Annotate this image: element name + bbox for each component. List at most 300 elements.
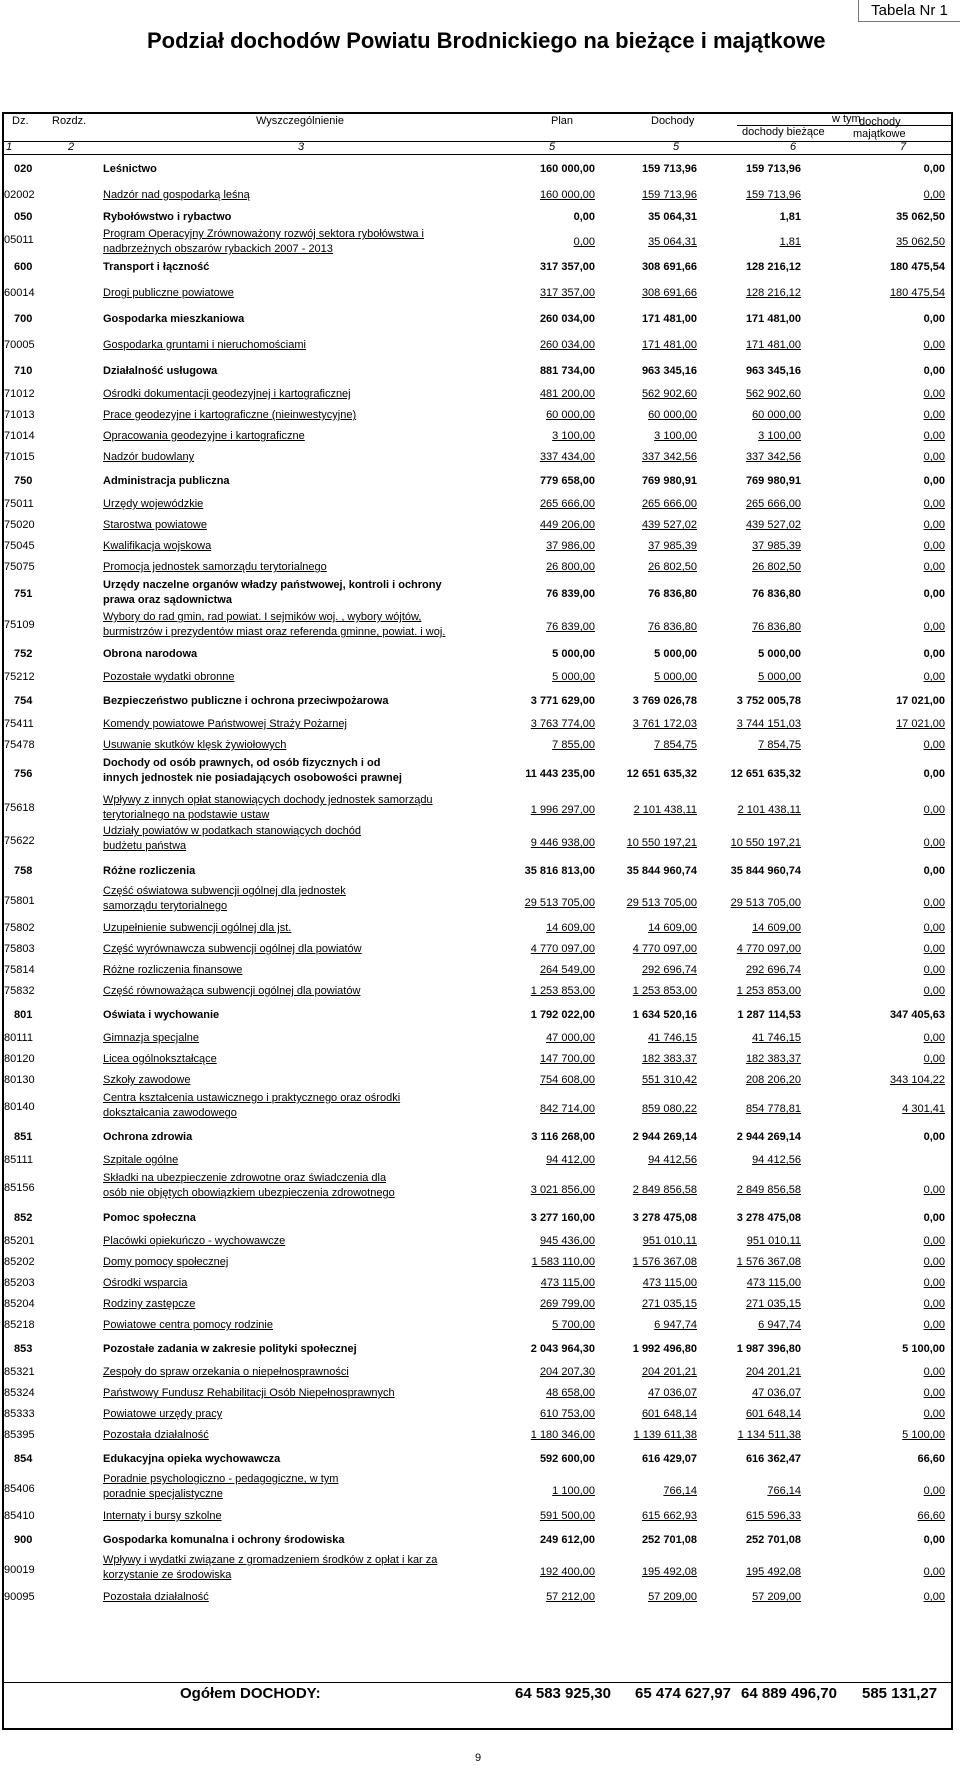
rozdzial-code: 80130 [4,1074,35,1086]
plan-value: 473 115,00 [540,1277,595,1289]
dochody-value: 7 854,75 [654,739,697,751]
row-description: terytorialnego na podstawie ustaw [103,809,270,821]
footer-divider [4,1682,951,1683]
rozdzial-code: 71012 [4,388,35,400]
majatkowe-value: 0,00 [923,985,945,997]
majatkowe-value: 0,00 [923,163,945,175]
rozdzial-code: 75075 [4,561,35,573]
row-description: Centra kształcenia ustawicznego i praktycznego oraz ośrodki [103,1092,401,1104]
row-description: Oświata i wychowanie [103,1009,220,1021]
page-number: 9 [475,1752,482,1764]
row-description: Szkoły zawodowe [103,1074,191,1086]
col-number-6: 6 [790,141,797,153]
dzial-code: 852 [14,1212,33,1224]
biezace-value: 1 287 114,53 [737,1009,801,1021]
plan-value: 3 763 774,00 [530,718,595,730]
total-dochody: 65 474 627,97 [635,1685,731,1702]
majatkowe-value: 0,00 [923,922,945,934]
majatkowe-value: 0,00 [923,1566,945,1578]
row-description: dokształcania zawodowego [103,1107,237,1119]
row-description: prawa oraz sądownictwa [103,594,232,606]
table-row-dzial [4,208,951,227]
table-row-rozdzial [4,714,951,735]
rozdzial-code: 71013 [4,409,35,421]
biezace-value: 12 651 635,32 [730,768,801,780]
dochody-value: 2 101 438,11 [633,804,697,816]
dochody-value: 10 550 197,21 [626,837,697,849]
majatkowe-value: 0,00 [923,1319,945,1331]
dzial-code: 854 [14,1453,33,1465]
row-description: Komendy powiatowe Państwowej Straży Pożarnej [103,718,347,730]
rozdzial-code: 60014 [4,287,35,299]
row-description: Urzędy wojewódzkie [103,498,204,510]
biezace-value: 5 000,00 [758,648,801,660]
majatkowe-value: 4 301,41 [902,1103,945,1115]
biezace-value: 252 701,08 [745,1534,801,1546]
dzial-code: 700 [14,313,33,325]
col-number-7: 7 [900,141,907,153]
dochody-value: 4 770 097,00 [632,943,697,955]
biezace-value: 208 206,20 [745,1074,801,1086]
plan-value: 317 357,00 [539,261,595,273]
rozdzial-code: 85406 [4,1483,35,1495]
row-description: Powiatowe urzędy pracy [103,1408,223,1420]
row-description: Urzędy naczelne organów władzy państwowej, kontroli i ochrony [103,579,442,591]
rozdzial-code: 90019 [4,1564,35,1576]
plan-value: 0,00 [573,236,595,248]
table-row-rozdzial [4,1425,951,1446]
table-row-rozdzial [4,884,951,918]
majatkowe-value: 0,00 [923,1591,945,1603]
table-row-rozdzial [4,1383,951,1404]
plan-value: 4 770 097,00 [530,943,595,955]
rozdzial-code: 85395 [4,1429,35,1441]
biezace-value: 171 481,00 [745,339,801,351]
biezace-value: 963 345,16 [745,365,801,377]
biezace-value: 14 609,00 [752,922,801,934]
biezace-value: 766,14 [767,1485,801,1497]
plan-value: 76 839,00 [546,588,595,600]
plan-value: 47 000,00 [546,1032,595,1044]
majatkowe-value: 66,60 [917,1453,945,1465]
rozdzial-code: 90095 [4,1591,35,1603]
plan-value: 26 800,00 [546,561,595,573]
majatkowe-value: 0,00 [923,1053,945,1065]
plan-value: 1 180 346,00 [530,1429,595,1441]
rozdzial-code: 75814 [4,964,35,976]
page-title: Podział dochodów Powiatu Brodnickiego na bieżące i majątkowe [147,28,826,53]
majatkowe-value: 180 475,54 [889,287,945,299]
total-plan: 64 583 925,30 [515,1685,611,1702]
majatkowe-value: 0,00 [923,1235,945,1247]
table-row-rozdzial [4,1273,951,1294]
rozdzial-code: 70005 [4,339,35,351]
dzial-code: 801 [14,1009,33,1021]
dochody-value: 859 080,22 [641,1103,697,1115]
table-number-label: Tabela Nr 1 [858,0,960,22]
biezace-value: 76 836,80 [752,621,801,633]
row-description: Poradnie psychologiczno - pedagogiczne, w tym [103,1473,339,1485]
plan-value: 1 792 022,00 [530,1009,595,1021]
biezace-value: 3 278 475,08 [736,1212,801,1224]
dochody-value: 2 944 269,14 [632,1131,697,1143]
dochody-value: 182 383,37 [641,1053,697,1065]
row-description: Państwowy Fundusz Rehabilitacji Osób Niepełnosprawnych [103,1387,395,1399]
biezace-value: 10 550 197,21 [730,837,801,849]
table-row-dzial [4,254,951,280]
biezace-value: 7 854,75 [758,739,801,751]
biezace-value: 128 216,12 [745,287,801,299]
dochody-value: 76 836,80 [648,588,697,600]
row-description: burmistrzów i prezydentów miast oraz referenda gminne, powiat. i woj. [103,626,446,638]
plan-value: 317 357,00 [539,287,595,299]
total-majatkowe: 585 131,27 [862,1685,938,1702]
rozdzial-code: 75411 [4,718,34,730]
majatkowe-value: 0,00 [923,1212,945,1224]
table-row-dzial [4,1124,951,1150]
table-row-rozdzial [4,1252,951,1273]
dochody-value: 94 412,56 [648,1154,697,1166]
rozdzial-code: 75011 [4,498,34,510]
table-row-dzial [4,358,951,384]
biezace-value: 616 362,47 [745,1453,801,1465]
table-row-rozdzial [4,610,951,641]
dochody-value: 41 746,15 [648,1032,697,1044]
plan-value: 481 200,00 [539,388,595,400]
biezace-value: 3 752 005,78 [736,695,801,707]
dochody-value: 766,14 [663,1485,697,1497]
row-description: Wpływy i wydatki związane z gromadzeniem środków z opłat i kar za [103,1554,438,1566]
plan-value: 192 400,00 [539,1566,595,1578]
row-description: Program Operacyjny Zrównoważony rozwój sektora rybołówstwa i [103,228,424,240]
biezace-value: 41 746,15 [752,1032,801,1044]
dochody-value: 2 849 856,58 [632,1184,697,1196]
majatkowe-value: 0,00 [923,540,945,552]
dochody-value: 963 345,16 [641,365,697,377]
dochody-value: 1 253 853,00 [632,985,697,997]
table-row-rozdzial [4,536,951,557]
plan-value: 754 608,00 [539,1074,595,1086]
row-description: Rybołówstwo i rybactwo [103,211,232,223]
majatkowe-value: 0,00 [923,498,945,510]
row-description: Kwalifikacja wojskowa [103,540,212,552]
rozdzial-code: 75832 [4,985,35,997]
row-description: Ośrodki wsparcia [103,1277,188,1289]
table-row-rozdzial [4,1231,951,1252]
majatkowe-value: 0,00 [923,964,945,976]
row-description: Nadzór nad gospodarką leśną [103,189,250,201]
dochody-value: 47 036,07 [648,1387,697,1399]
dochody-value: 35 064,31 [648,236,697,248]
majatkowe-value: 0,00 [923,1298,945,1310]
plan-value: 7 855,00 [552,739,595,751]
table-row-rozdzial [4,981,951,1002]
row-description: Drogi publiczne powiatowe [103,287,234,299]
row-description: Pomoc społeczna [103,1212,196,1224]
biezace-value: 1 987 396,80 [736,1343,801,1355]
row-description: Promocja jednostek samorządu terytorialnego [103,561,327,573]
row-description: innych jednostek nie posiadających osobowości prawnej [103,772,402,784]
row-description: Usuwanie skutków klęsk żywiołowych [103,739,287,751]
table-row-rozdzial [4,939,951,960]
header-majatkowe-1: dochody [859,116,901,128]
rozdzial-code: 75802 [4,922,35,934]
biezace-value: 204 201,21 [745,1366,801,1378]
dochody-value: 76 836,80 [648,621,697,633]
plan-value: 11 443 235,00 [525,768,595,780]
dochody-value: 57 209,00 [648,1591,697,1603]
rozdzial-code: 75618 [4,802,35,814]
table-row-dzial [4,468,951,494]
dzial-code: 600 [14,261,33,273]
dochody-value: 159 713,96 [641,163,697,175]
col-number-3: 3 [298,141,305,153]
rozdzial-code: 80111 [4,1032,33,1044]
majatkowe-value: 0,00 [923,1387,945,1399]
majatkowe-value: 17 021,00 [896,718,945,730]
col-number-2: 2 [68,141,75,153]
majatkowe-value: 0,00 [923,1184,945,1196]
table-row-rozdzial [4,227,951,254]
table-row-rozdzial [4,1506,951,1527]
biezace-value: 6 947,74 [758,1319,801,1331]
row-description: Wybory do rad gmin, rad powiat. I sejmików woj. , wybory wójtów, [103,611,422,623]
row-description: Placówki opiekuńczo - wychowawcze [103,1235,286,1247]
row-description: budżetu państwa [103,840,187,852]
biezace-value: 3 100,00 [758,430,801,442]
col-number-4: 5 [549,141,556,153]
dochody-value: 29 513 705,00 [626,897,697,909]
income-table [2,112,953,1730]
majatkowe-value: 35 062,50 [896,236,945,248]
rozdzial-code: 85333 [4,1408,35,1420]
plan-value: 3 100,00 [552,430,595,442]
rozdzial-code: 75801 [4,895,35,907]
plan-value: 249 612,00 [539,1534,595,1546]
majatkowe-value: 0,00 [923,1131,945,1143]
plan-value: 591 500,00 [539,1510,595,1522]
plan-value: 9 446 938,00 [530,837,595,849]
dzial-code: 756 [14,768,33,780]
plan-value: 160 000,00 [539,189,595,201]
majatkowe-value: 0,00 [923,768,945,780]
row-description: Bezpieczeństwo publiczne i ochrona przeciwpożarowa [103,695,389,707]
table-row-rozdzial [4,515,951,536]
plan-value: 779 658,00 [539,475,595,487]
rozdzial-code: 85201 [4,1235,35,1247]
biezace-value: 769 980,91 [745,475,801,487]
majatkowe-value: 0,00 [923,519,945,531]
dzial-code: 758 [14,865,33,877]
plan-value: 29 513 705,00 [524,897,595,909]
dochody-value: 3 769 026,78 [632,695,697,707]
biezace-value: 854 778,81 [745,1103,801,1115]
plan-value: 3 116 268,00 [531,1131,595,1143]
table-row-rozdzial [4,494,951,515]
rozdzial-code: 75109 [4,619,35,631]
table-row-rozdzial [4,1553,951,1587]
dochody-value: 5 000,00 [654,648,697,660]
table-row-rozdzial [4,1091,951,1124]
biezace-value: 182 383,37 [745,1053,801,1065]
rozdzial-code: 85321 [4,1366,35,1378]
row-description: Szpitale ogólne [103,1154,179,1166]
rozdzial-code: 02002 [4,189,35,201]
plan-value: 449 206,00 [539,519,595,531]
row-description: Różne rozliczenia [103,865,196,877]
biezace-value: 159 713,96 [745,163,801,175]
row-description: Dochody od osób prawnych, od osób fizycznych i od [103,757,381,769]
dochody-value: 171 481,00 [641,313,697,325]
plan-value: 3 021 856,00 [530,1184,595,1196]
dochody-value: 271 035,15 [641,1298,697,1310]
plan-value: 37 986,00 [546,540,595,552]
dochody-value: 6 947,74 [654,1319,697,1331]
majatkowe-value: 0,00 [923,865,945,877]
plan-value: 1 253 853,00 [530,985,595,997]
dochody-value: 265 666,00 [641,498,697,510]
majatkowe-value: 0,00 [923,1032,945,1044]
table-row-rozdzial [4,735,951,756]
header-divider [4,154,951,155]
row-description: Część oświatowa subwencji ogólnej dla jednostek [103,885,346,897]
biezace-value: 1 253 853,00 [736,985,801,997]
biezace-value: 171 481,00 [745,313,801,325]
table-row-rozdzial [4,384,951,405]
biezace-value: 265 666,00 [745,498,801,510]
table-row-rozdzial [4,667,951,688]
plan-value: 3 277 160,00 [530,1212,595,1224]
dzial-code: 853 [14,1343,33,1355]
majatkowe-value: 0,00 [923,621,945,633]
rozdzial-code: 75020 [4,519,35,531]
header-wyszczegolnienie: Wyszczególnienie [256,115,344,127]
table-row-rozdzial [4,1028,951,1049]
table-row-rozdzial [4,447,951,468]
plan-value: 260 034,00 [539,339,595,351]
row-description: Edukacyjna opieka wychowawcza [103,1453,281,1465]
table-row-rozdzial [4,1404,951,1425]
table-row-dzial [4,858,951,884]
biezace-value: 2 849 856,58 [736,1184,801,1196]
table-row-dzial [4,1205,951,1231]
rozdzial-code: 71015 [4,451,35,463]
plan-value: 5 700,00 [552,1319,595,1331]
plan-value: 592 600,00 [539,1453,595,1465]
biezace-value: 439 527,02 [745,519,801,531]
table-row-rozdzial [4,1472,951,1506]
plan-value: 1 583 110,00 [531,1256,595,1268]
biezace-value: 195 492,08 [745,1566,801,1578]
biezace-value: 94 412,56 [752,1154,801,1166]
biezace-value: 5 000,00 [758,671,801,683]
table-row-dzial [4,756,951,793]
majatkowe-value: 0,00 [923,561,945,573]
row-description: Udziały powiatów w podatkach stanowiących dochód [103,825,362,837]
row-description: Prace geodezyjne i kartograficzne (nieinwestycyjne) [103,409,357,421]
majatkowe-value: 0,00 [923,1485,945,1497]
rozdzial-code: 75478 [4,739,35,751]
majatkowe-value: 0,00 [923,365,945,377]
majatkowe-value: 0,00 [923,648,945,660]
plan-value: 1 100,00 [552,1485,595,1497]
dzial-code: 851 [14,1131,33,1143]
plan-value: 60 000,00 [546,409,595,421]
row-description: Obrona narodowa [103,648,198,660]
table-row-dzial [4,1336,951,1362]
majatkowe-value: 0,00 [923,1277,945,1289]
rozdzial-code: 85202 [4,1256,35,1268]
majatkowe-value: 347 405,63 [889,1009,945,1021]
dochody-value: 3 278 475,08 [632,1212,697,1224]
table-row-rozdzial [4,1315,951,1336]
table-row-dzial [4,1446,951,1472]
rozdzial-code: 85203 [4,1277,35,1289]
header-rozdz: Rozdz. [52,115,87,127]
table-row-rozdzial [4,1150,951,1171]
row-description: Gospodarka gruntami i nieruchomościami [103,339,306,351]
dzial-code: 754 [14,695,33,707]
table-row-rozdzial [4,1587,951,1608]
plan-value: 945 436,00 [539,1235,595,1247]
row-description: Działalność usługowa [103,365,218,377]
majatkowe-value: 0,00 [923,1366,945,1378]
total-biezace: 64 889 496,70 [741,1685,837,1702]
dochody-value: 60 000,00 [648,409,697,421]
table-row-dzial [4,1002,951,1028]
biezace-value: 1,81 [779,211,801,223]
row-description: Internaty i bursy szkolne [103,1510,222,1522]
col-number-1: 1 [6,141,13,153]
biezace-value: 60 000,00 [752,409,801,421]
rozdzial-code: 85324 [4,1387,35,1399]
majatkowe-value: 66,60 [917,1510,945,1522]
majatkowe-value: 0,00 [923,1256,945,1268]
table-row-rozdzial [4,405,951,426]
table-row-rozdzial [4,332,951,358]
dochody-value: 195 492,08 [641,1566,697,1578]
biezace-value: 601 648,14 [745,1408,801,1420]
row-description: Ochrona zdrowia [103,1131,193,1143]
majatkowe-value: 0,00 [923,943,945,955]
plan-value: 57 212,00 [546,1591,595,1603]
dochody-value: 308 691,66 [641,261,697,273]
total-label: Ogółem DOCHODY: [180,1685,321,1702]
rozdzial-code: 05011 [4,234,34,246]
majatkowe-value: 0,00 [923,409,945,421]
plan-value: 269 799,00 [539,1298,595,1310]
table-row-dzial [4,688,951,714]
biezace-value: 29 513 705,00 [730,897,801,909]
majatkowe-value: 0,00 [923,313,945,325]
majatkowe-value: 0,00 [923,1534,945,1546]
rozdzial-code: 80140 [4,1101,35,1113]
biezace-value: 2 101 438,11 [737,804,801,816]
dochody-value: 1 634 520,16 [632,1009,697,1021]
majatkowe-value: 0,00 [923,671,945,683]
dzial-code: 751 [14,588,33,600]
rozdzial-code: 85410 [4,1510,35,1522]
row-description: Składki na ubezpieczenie zdrowotne oraz świadczenia dla [103,1172,387,1184]
dzial-code: 750 [14,475,33,487]
biezace-value: 4 770 097,00 [736,943,801,955]
plan-value: 76 839,00 [546,621,595,633]
majatkowe-value: 0,00 [923,739,945,751]
table-row-rozdzial [4,1294,951,1315]
dochody-value: 1 139 611,38 [633,1429,697,1441]
dochody-value: 601 648,14 [641,1408,697,1420]
plan-value: 94 412,00 [546,1154,595,1166]
